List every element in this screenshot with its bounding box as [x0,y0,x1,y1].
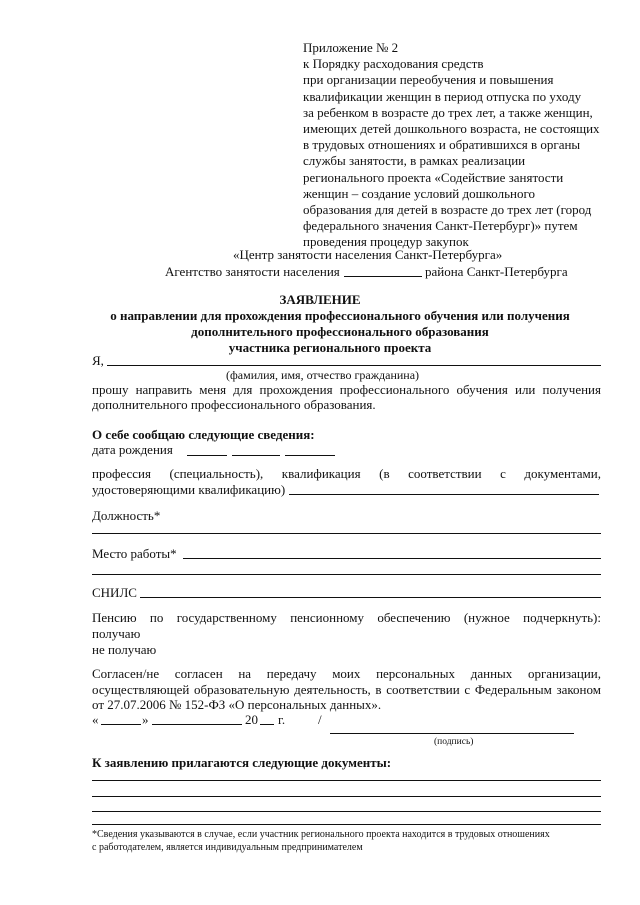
footnote-text: с работодателем, является индивидуальным предпринимателем [92,842,363,853]
attachment-line[interactable] [92,780,601,781]
title-subline: дополнительного профессионального образования [191,324,489,339]
consent-day-field[interactable] [101,724,141,725]
footnote-divider [92,824,601,825]
appendix-line: проведения процедур закупок [303,234,469,250]
appendix-line: регионального проекта «Содействие занятости [303,169,564,185]
attachment-line[interactable] [92,811,601,812]
title-subline: о направлении для прохождения профессионального обучения или получения [110,308,570,323]
workplace-field-extra[interactable] [92,574,601,575]
agency-suffix: района Санкт-Петербурга [425,264,568,279]
attachments-heading: К заявлению прилагаются следующие документы: [92,755,392,770]
consent-text: от 27.07.2006 № 152-ФЗ «О персональных данных». [92,697,382,712]
appendix-line: за ребенком в возрасте до трех лет, а также женщин, [303,104,593,120]
name-caption: (фамилия, имя, отчество гражданина) [226,368,420,382]
workplace-field[interactable] [183,558,601,559]
agency-prefix: Агентство занятости населения [165,264,340,279]
profession-text: профессия (специальность), квалификация (в соответствии с документами, [92,466,601,481]
request-text: прошу направить меня для прохождения профессионального обучения или получения [92,382,601,397]
appendix-line: федерального значения Санкт-Петербург)» путем [303,218,578,234]
snils-label: СНИЛС [92,585,137,600]
appendix-line: к Порядку расходования средств [303,56,484,72]
consent-text: осуществляющей образовательную деятельность, в соответствии с Федеральным законом [92,682,601,697]
birth-month-field[interactable] [232,455,280,456]
qualification-field[interactable] [289,494,599,495]
appendix-line: образования для детей в возрасте до трех лет (город [303,202,592,218]
year-suffix: г. [278,712,286,727]
consent-text: Согласен/не согласен на передачу моих персональных данных организации, [92,666,601,681]
appendix-line: при организации переобучения и повышения [303,72,554,88]
pension-option-no[interactable]: не получаю [92,642,157,657]
i-label: Я, [92,353,104,368]
date-quote-open: « [92,712,99,727]
attachment-line[interactable] [92,796,601,797]
appendix-line: в трудовых отношениях и обратившихся в органы [303,137,581,153]
snils-field[interactable] [140,597,601,598]
pension-text: Пенсию по государственному пенсионному обеспечению (нужное подчеркнуть): [92,610,601,625]
consent-month-field[interactable] [152,724,242,725]
title-subline: участника регионального проекта [228,340,432,355]
appendix-line: имеющих детей дошкольного возраста, не состоящих [303,121,600,137]
signature-caption: (подпись) [434,737,474,747]
birth-date-label: дата рождения [92,442,173,457]
appendix-line: квалификации женщин в период отпуска по уходу [303,88,582,104]
date-quote-close: » [142,712,149,727]
birth-day-field[interactable] [187,455,227,456]
request-text: дополнительного профессионального образования. [92,397,376,412]
profession-text: удостоверяющими квалификацию) [92,482,286,497]
pension-option-yes[interactable]: получаю [92,626,141,641]
birth-year-field[interactable] [285,455,335,456]
appendix-line: женщин – создание условий дошкольного [303,185,536,201]
document-title: ЗАЯВЛЕНИЕ [279,292,361,307]
appendix-line: Приложение № 2 [303,40,399,55]
info-heading: О себе сообщаю следующие сведения: [92,427,315,442]
consent-year-field[interactable] [260,724,274,725]
workplace-label: Место работы* [92,546,177,561]
slash: / [318,712,322,727]
position-label: Должность* [92,508,161,523]
position-field[interactable] [92,533,601,534]
appendix-line: службы занятости, в рамках реализации [303,153,526,169]
district-field[interactable] [344,276,422,277]
footnote-text: *Сведения указываются в случае, если участник регионального проекта находится в трудовых отношениях [92,829,550,840]
full-name-field[interactable] [107,365,601,366]
appendix-note [303,40,600,251]
year-prefix: 20 [245,712,258,727]
addressee-center: «Центр занятости населения Санкт-Петербурга» [233,247,503,262]
